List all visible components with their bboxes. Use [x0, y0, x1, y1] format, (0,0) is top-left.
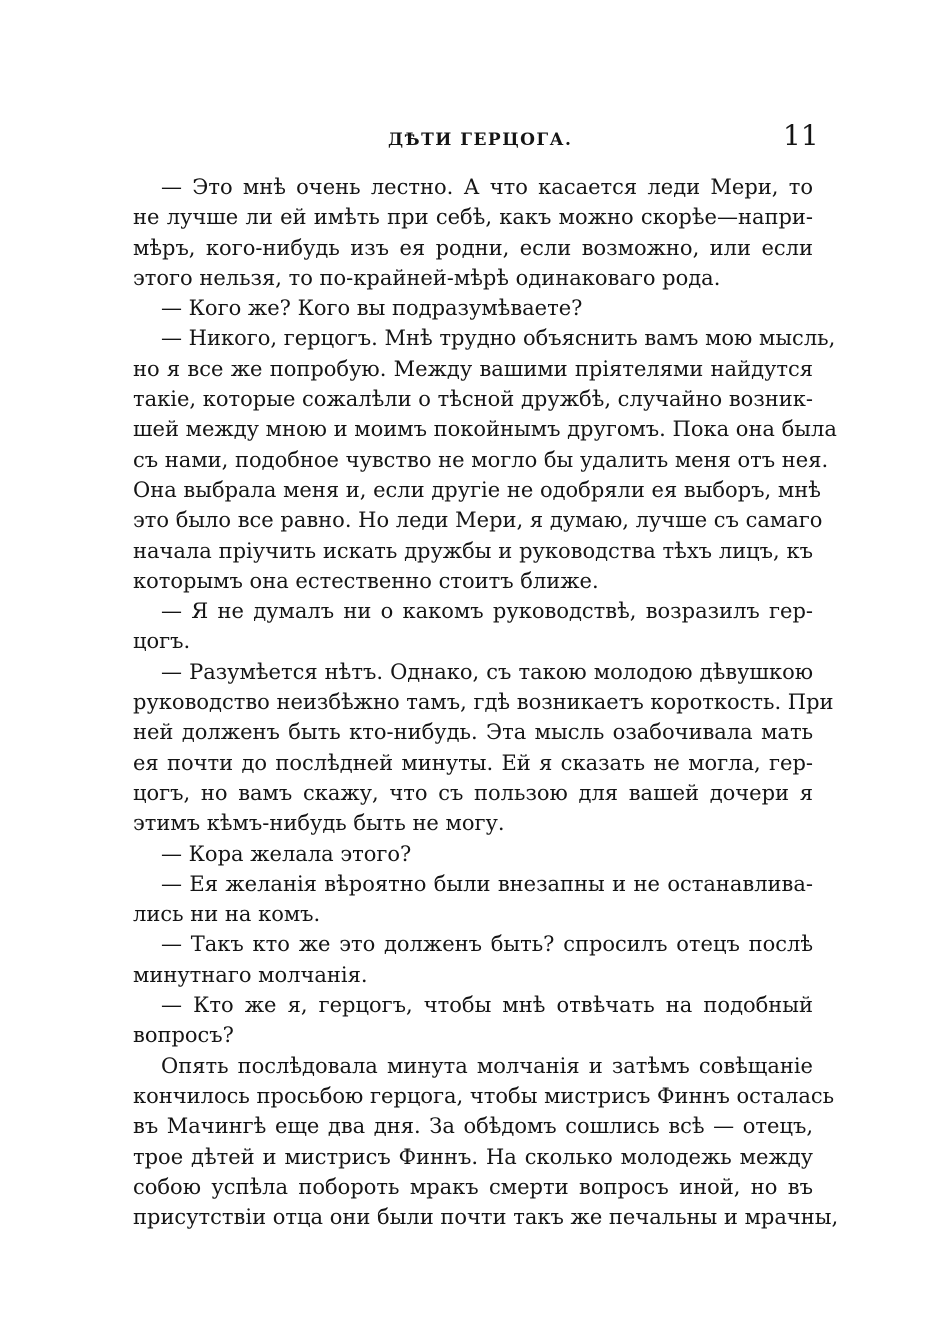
text-line: — Разумѣется нѣтъ. Однако, съ такою молодою дѣвушкою [161, 659, 813, 684]
text-line: — Кто же я, герцогъ, чтобы мнѣ отвѣчать на подобный [161, 993, 813, 1018]
text-line: мѣръ, кого-нибудь изъ ея родни, если возможно, или если [133, 235, 813, 260]
text-line: — Ея желанія вѣроятно были внезапны и не останавлива- [161, 871, 813, 896]
text-line: ея почти до послѣдней минуты. Ей я сказать не могла, гер- [133, 750, 813, 775]
body-text [133, 172, 839, 1232]
page-number: 11 [783, 119, 819, 152]
text-line: но я все же попробую. Между вашими пріятелями найдутся [133, 356, 813, 381]
running-header-title: ДѢТИ ГЕРЦОГА. [388, 130, 573, 150]
text-line: такіе, которые сожалѣли о тѣсной дружбѣ, случайно возник- [133, 387, 813, 412]
text-line: не лучше ли ей имѣть при себѣ, какъ можно скорѣе—напри- [133, 205, 813, 230]
text-line: — Такъ кто же это долженъ быть? спросилъ отецъ послѣ [161, 932, 813, 957]
text-line: присутствіи отца они были почти такъ же печальны и мрачны, [133, 1205, 839, 1230]
text-line: минутнаго молчанія. [133, 962, 368, 987]
text-line: этого нельзя, то по-крайней-мѣрѣ одинаковаго рода. [133, 265, 721, 290]
text-line: это было все равно. Но леди Мери, я думаю, лучше съ самаго [133, 508, 823, 533]
text-line: вопросъ? [133, 1023, 234, 1048]
text-line: — Никого, герцогъ. Мнѣ трудно объяснить вамъ мою мысль, [161, 326, 836, 351]
text-line: Опять послѣдовала минута молчанія и затѣмъ совѣщаніе [161, 1053, 813, 1078]
text-line: — Кора желала этого? [161, 841, 412, 866]
text-line: начала пріучить искать дружбы и руководства тѣхъ лицъ, къ [133, 538, 813, 563]
text-line: этимъ кѣмъ-нибудь быть не могу. [133, 811, 505, 836]
text-line: — Кого же? Кого вы подразумѣваете? [161, 296, 583, 321]
text-line: трое дѣтей и мистрисъ Финнъ. На сколько молодежь между [133, 1144, 813, 1169]
text-line: руководство неизбѣжно тамъ, гдѣ возникаетъ короткость. При [133, 690, 834, 715]
text-line: цогъ. [133, 629, 191, 654]
text-line: лись ни на комъ. [133, 902, 321, 927]
text-line: въ Мачингѣ еще два дня. За обѣдомъ сошлись всѣ — отецъ, [133, 1114, 813, 1139]
text-line: которымъ она естественно стоитъ ближе. [133, 568, 599, 593]
text-line: шей между мною и моимъ покойнымъ другомъ. Пока она была [133, 417, 837, 442]
text-line: Она выбрала меня и, если другіе не одобряли ея выборъ, мнѣ [133, 477, 821, 502]
text-line: ней долженъ быть кто-нибудь. Эта мысль озабочивала мать [133, 720, 813, 745]
text-line: цогъ, но вамъ скажу, что съ пользою для вашей дочери я [133, 780, 813, 805]
text-line: кончилось просьбою герцога, чтобы мистрисъ Финнъ осталась [133, 1083, 835, 1108]
text-line: съ нами, подобное чувство не могло бы удалить меня отъ нея. [133, 447, 829, 472]
text-line: — Я не думалъ ни о какомъ руководствѣ, возразилъ гер- [161, 599, 813, 624]
text-line: собою успѣла побороть мракъ смерти вопросъ иной, но въ [133, 1174, 813, 1199]
text-line: — Это мнѣ очень лестно. А что касается леди Мери, то [161, 175, 813, 199]
